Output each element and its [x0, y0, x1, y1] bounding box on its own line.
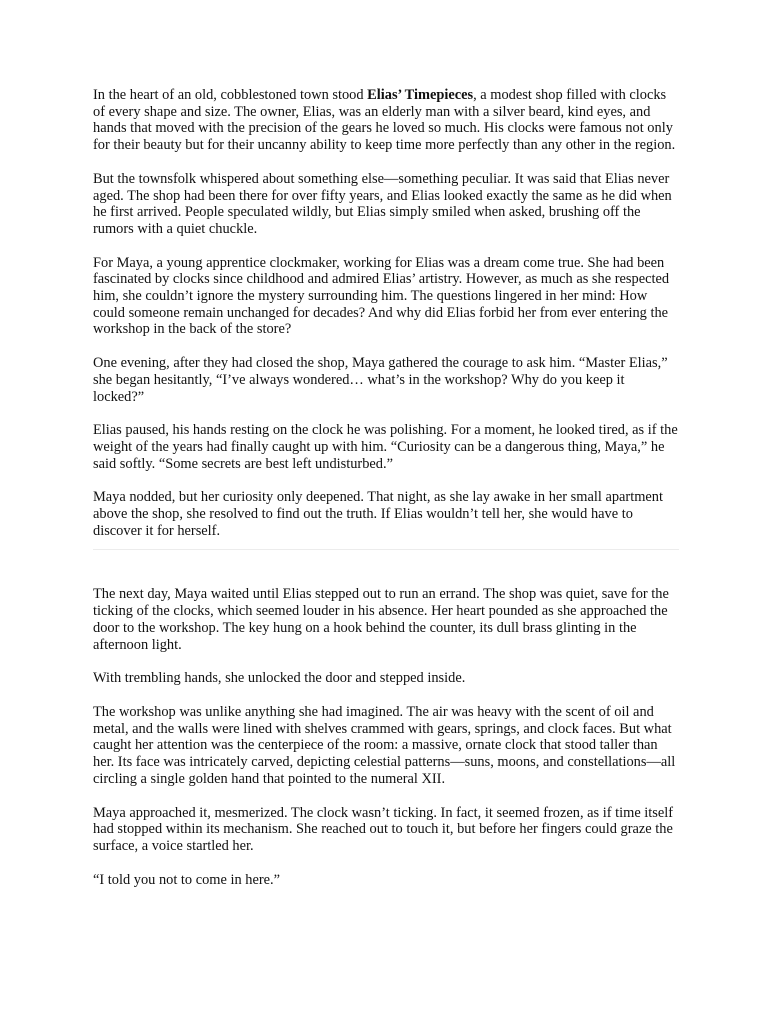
paragraph-1-intro: In the heart of an old, cobblestoned town stood	[93, 87, 368, 103]
paragraph-10: Maya approached it, mesmerized. The clock wasn’t ticking. In fact, it seemed frozen, as if time itself had stopped within its mechanism. She reached out to touch it, but before her fingers could graze the surface, a voice startled her.	[93, 804, 674, 854]
section-divider	[93, 549, 679, 550]
paragraph-5: Elias paused, his hands resting on the clock he was polishing. For a moment, he looked tired, as if the weight of the years had finally caught up with him. “Curiosity can be a dangerous thing, Maya,” he said softly. “Some secrets are best left undisturbed.”	[93, 422, 678, 472]
paragraph-1	[93, 87, 679, 154]
paragraph-8: With trembling hands, she unlocked the door and stepped inside.	[93, 670, 466, 687]
shop-name: Elias’ Timepieces	[367, 87, 474, 103]
paragraph-3: For Maya, a young apprentice clockmaker, working for Elias was a dream come true. She had been fascinated by clocks since childhood and admired Elias’ artistry. However, as much as she respected him, she couldn’t ignore the mystery surrounding him. The questions lingered in her mind: How could someone remain unchanged for decades? And why did Elias forbid her from ever entering the workshop in the back of the store?	[93, 254, 670, 338]
paragraph-7: The next day, Maya waited until Elias stepped out to run an errand. The shop was quiet, save for the ticking of the clocks, which seemed louder in his absence. Her heart pounded as she approached the door to the workshop. The key hung on a hook behind the counter, its dull brass glinting in the afternoon light.	[93, 586, 669, 653]
paragraph-9: The workshop was unlike anything she had imagined. The air was heavy with the scent of oil and metal, and the walls were lined with shelves crammed with gears, springs, and clock faces. But what caught her attention was the centerpiece of the room: a massive, ornate clock that stood taller than her. Its face was intricately carved, depicting celestial patterns—suns, moons, and constellations—all circling a single golden hand that pointed to the numeral XII.	[93, 703, 676, 787]
paragraph-6: Maya nodded, but her curiosity only deepened. That night, as she lay awake in her small apartment above the shop, she resolved to find out the truth. If Elias wouldn’t tell her, she would have to discover it for herself.	[93, 489, 663, 539]
paragraph-1-rest: , a modest shop filled with clocks of every shape and size. The owner, Elias, was an elderly man with a silver beard, kind eyes, and hands that moved with the precision of the gears he loved so much. His clocks were famous not only for their beauty but for their uncanny ability to keep time more perfectly than any other in the region.	[93, 87, 676, 154]
document-body	[93, 87, 679, 905]
paragraph-4: One evening, after they had closed the shop, Maya gathered the courage to ask him. “Master Elias,” she began hesitantly, “I’ve always wondered… what’s in the workshop? Why do you keep it locked?”	[93, 355, 668, 405]
paragraph-2: But the townsfolk whispered about something else—something peculiar. It was said that Elias never aged. The shop had been there for over fifty years, and Elias looked exactly the same as he did when he first arrived. People speculated wildly, but Elias simply smiled when asked, brushing off the rumors with a quiet chuckle.	[93, 170, 672, 237]
paragraph-11: “I told you not to come in here.”	[93, 871, 281, 888]
